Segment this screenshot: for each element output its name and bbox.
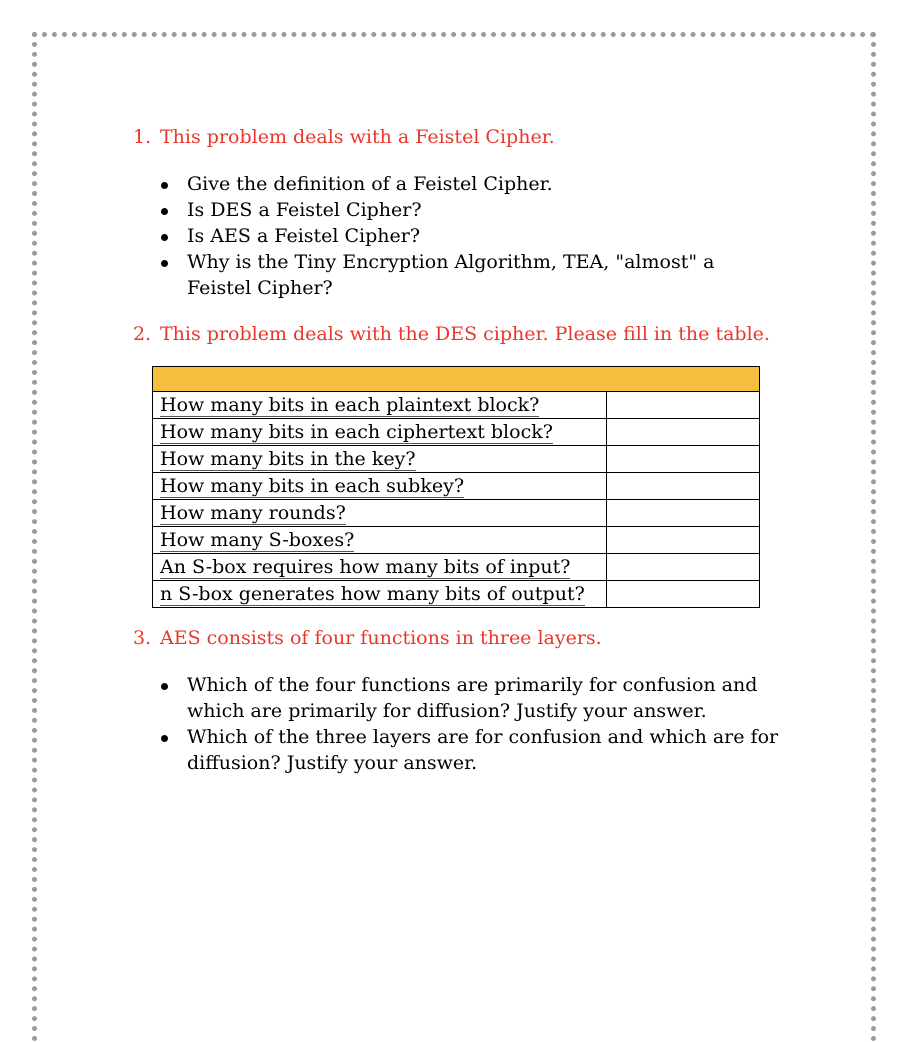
answer-cell[interactable] xyxy=(607,581,760,608)
table-row xyxy=(153,554,760,581)
problem-1-heading xyxy=(133,125,555,149)
list-item: Which of the four functions are primarily for confusion and which are primarily for diffusion? Justify your answer. xyxy=(187,672,799,724)
list-item: Why is the Tiny Encryption Algorithm, TEA, "almost" a Feistel Cipher? xyxy=(187,249,767,301)
problem-number: 3. xyxy=(133,627,152,649)
list-item: Is DES a Feistel Cipher? xyxy=(187,197,767,223)
problem-title: AES consists of four functions in three layers. xyxy=(160,627,602,649)
question-cell: How many S-boxes? xyxy=(153,527,607,554)
table-row xyxy=(153,581,760,608)
problem-3-heading xyxy=(133,626,602,650)
table-header-cell xyxy=(153,367,760,392)
question-cell: How many bits in each ciphertext block? xyxy=(153,419,607,446)
problem-2-heading xyxy=(133,322,770,346)
list-item: Is AES a Feistel Cipher? xyxy=(187,223,767,249)
table-header-row xyxy=(153,367,760,392)
table-row xyxy=(153,500,760,527)
problem-title: This problem deals with the DES cipher. Please fill in the table. xyxy=(160,323,770,345)
question-cell: An S-box requires how many bits of input? xyxy=(153,554,607,581)
problem-number: 1. xyxy=(133,126,152,148)
list-item: Which of the three layers are for confusion and which are for diffusion? Justify your answer. xyxy=(187,724,799,776)
question-cell: n S-box generates how many bits of output? xyxy=(153,581,607,608)
problem-title: This problem deals with a Feistel Cipher. xyxy=(160,126,555,148)
answer-cell[interactable] xyxy=(607,392,760,419)
question-cell: How many rounds? xyxy=(153,500,607,527)
question-cell: How many bits in each subkey? xyxy=(153,473,607,500)
answer-cell[interactable] xyxy=(607,473,760,500)
table-row xyxy=(153,473,760,500)
des-table xyxy=(152,366,760,608)
answer-cell[interactable] xyxy=(607,500,760,527)
table-row xyxy=(153,419,760,446)
answer-cell[interactable] xyxy=(607,554,760,581)
table-row xyxy=(153,527,760,554)
list-item: Give the definition of a Feistel Cipher. xyxy=(187,171,767,197)
problem-1-bullets xyxy=(187,171,767,301)
answer-cell[interactable] xyxy=(607,419,760,446)
table-row xyxy=(153,392,760,419)
table-row xyxy=(153,446,760,473)
question-cell: How many bits in the key? xyxy=(153,446,607,473)
answer-cell[interactable] xyxy=(607,446,760,473)
answer-cell[interactable] xyxy=(607,527,760,554)
question-cell: How many bits in each plaintext block? xyxy=(153,392,607,419)
problem-3-bullets xyxy=(187,672,799,776)
problem-number: 2. xyxy=(133,323,152,345)
